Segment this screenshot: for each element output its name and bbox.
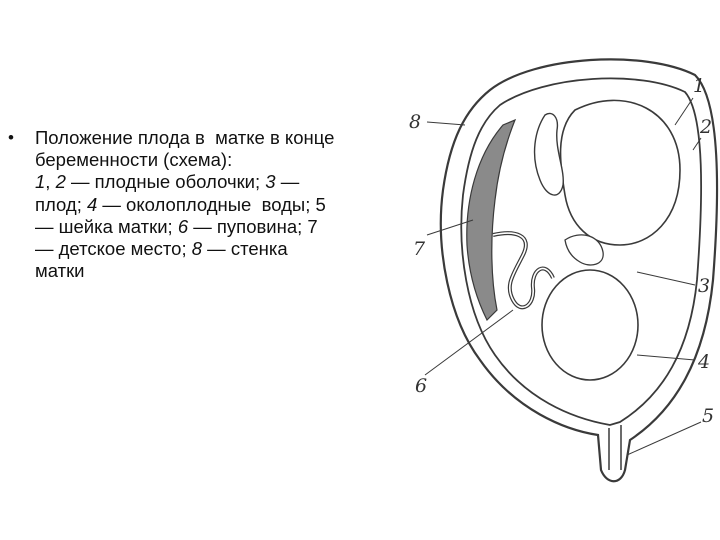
label-8: 8 [409, 111, 422, 133]
leader-line-1 [675, 98, 693, 125]
leader-line-6 [425, 310, 513, 375]
fetus-body [561, 100, 680, 245]
leader-line-5 [627, 422, 701, 455]
caption-text [35, 127, 338, 282]
label-1: 1 [693, 75, 706, 97]
label-7: 7 [413, 238, 426, 260]
caption-segment: Положение плода в матке в конце беременности (схема): [35, 127, 340, 171]
label-5: 5 [702, 405, 715, 427]
caption-segment: 6 [177, 215, 189, 237]
label-4: 4 [698, 351, 711, 373]
uterus-diagram [395, 30, 720, 520]
caption-segment: — плод; [35, 171, 305, 215]
leader-line-7 [427, 220, 473, 235]
caption-segment: — пуповина; 7 — детское место; [35, 215, 323, 260]
bullet-item [8, 127, 338, 282]
leader-line-4 [637, 355, 695, 360]
caption-segment: 3 [265, 171, 276, 193]
fetus-head [542, 270, 638, 380]
leader-line-8 [427, 122, 465, 125]
label-3: 3 [698, 275, 711, 297]
label-6: 6 [415, 375, 428, 397]
caption-segment: , [45, 171, 56, 193]
fetus-legs [535, 113, 564, 195]
caption-segment: 2 [55, 171, 66, 193]
caption-segment: 1 [35, 171, 46, 193]
caption-segment: — плодные оболочки; [65, 171, 266, 193]
placenta [467, 120, 515, 320]
bullet-icon: • [8, 128, 14, 147]
caption-segment: — стенка матки [35, 238, 293, 282]
label-2: 2 [700, 116, 713, 138]
caption-block [8, 127, 338, 282]
cervix [609, 425, 621, 470]
uterus-diagram-svg [395, 30, 720, 520]
caption-segment: 8 [191, 238, 203, 260]
caption-segment: 4 [86, 193, 98, 215]
leader-line-3 [637, 272, 695, 285]
umbilical-cord [493, 233, 553, 307]
caption-segment: — околоплодные воды; 5 — шейка матки; [35, 193, 331, 237]
